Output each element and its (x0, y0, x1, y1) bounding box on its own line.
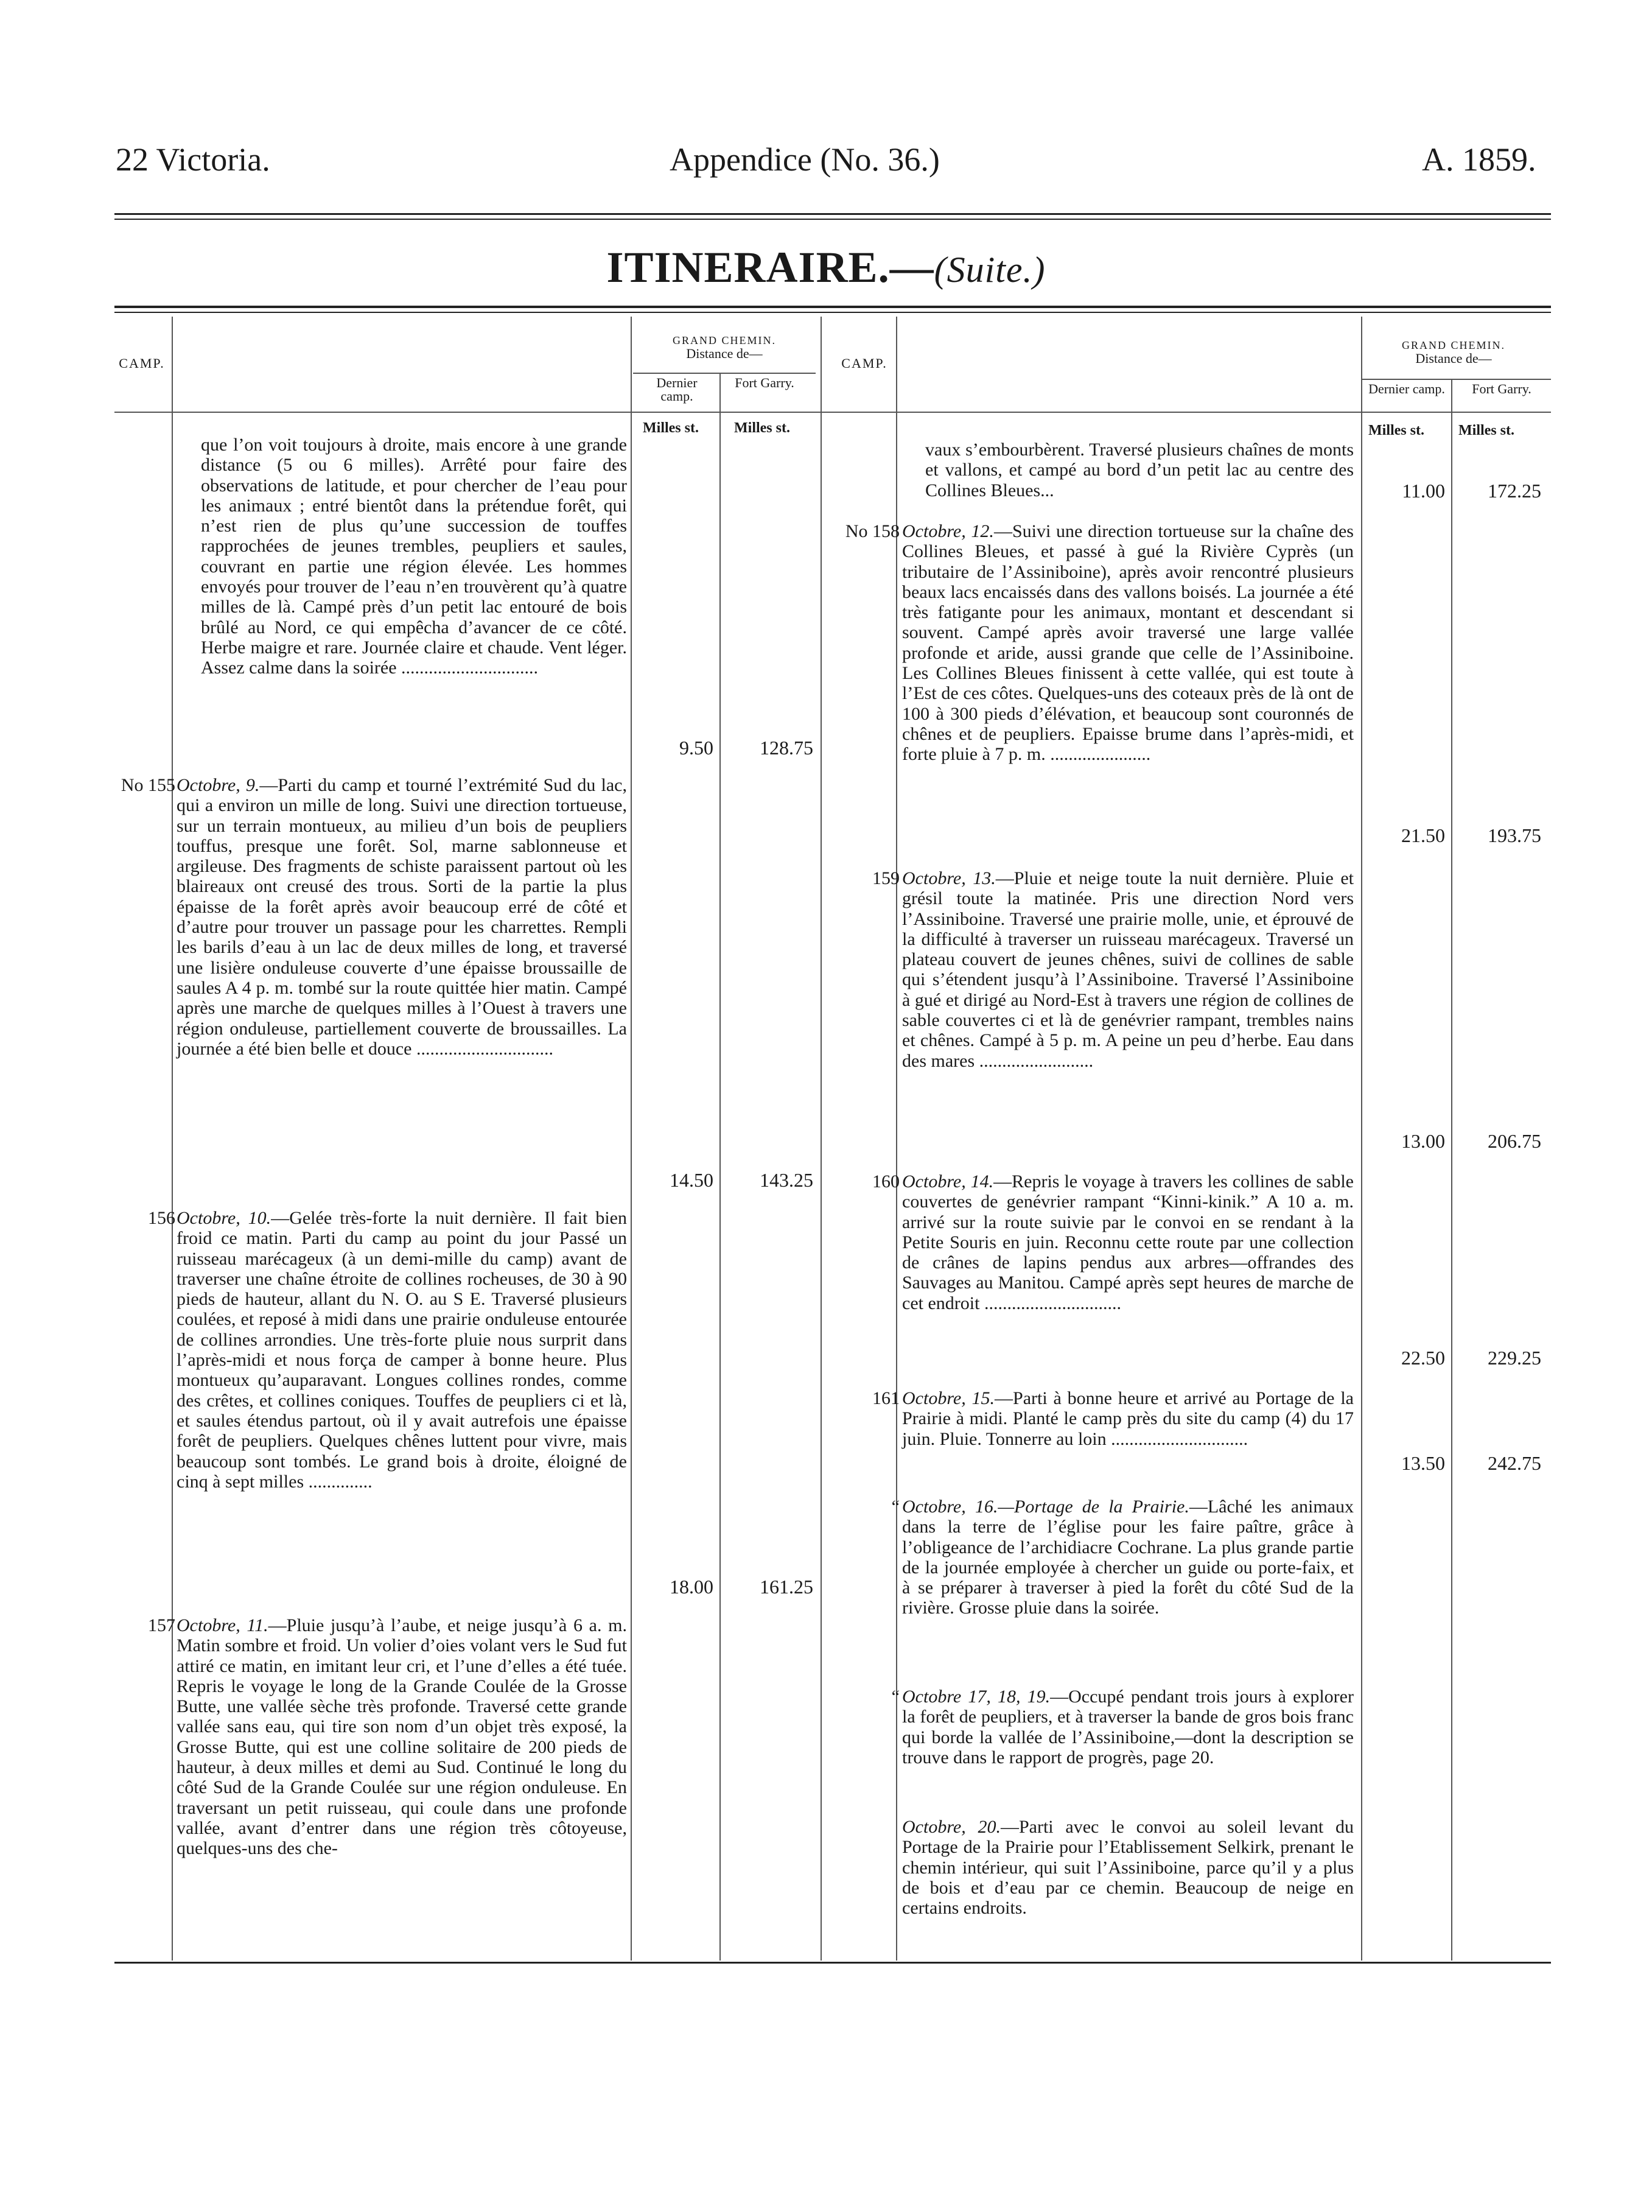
left-entry-3-camp: 157 (148, 1615, 175, 1635)
running-header-center: Appendice (No. 36.) (670, 141, 940, 178)
units-fort-right: Milles st. (1458, 423, 1514, 438)
col-header-subrule-left (633, 373, 816, 374)
right-entry-3-text: —Repris le voyage à travers les collines de sable couvertes de genévrier rampant “Kinni-kinik.” A 10 a. m. arrivé sur la route suivie par le convoi en se rendant à la Petite Souris en juin. Reconnu cette route par une collection de crânes de lapins pendus aux arbres—offrandes des Sauvages au Manitou. Campé après sept heures de marche de cet endroit .............................. (902, 1171, 1354, 1313)
left-entry-2-camp: 156 (148, 1208, 175, 1228)
col-rule-dernier-left (719, 373, 721, 1961)
right-entry-0-fort: 172.25 (1488, 480, 1541, 502)
column-header-rule (114, 412, 1551, 413)
header-rule-top (114, 213, 1551, 215)
right-entry-6-text: —Occupé pendant trois jours à explorer la forêt de peupliers, et à traverser la bande de gros bois franc qui borde la vallée de l’Assiniboine,—dont la description se trouve dans le rapport de progrès, page 20. (902, 1687, 1354, 1768)
right-entry-1-date: Octobre, 12. (902, 521, 994, 541)
right-entry-1-dernier: 21.50 (1401, 824, 1445, 846)
right-entry-5-text: —Lâché les animaux dans la terre de l’église pour les faire paître, grâce à l’obligeance de l’archidiacre Cochrane. La plus grande partie de la journée employée à chercher un guide ou porte-faix, et à se préparer à traverser à pied la forêt du côté Sud de la rivière. Grosse pluie dans la soirée. (902, 1497, 1354, 1618)
right-entry-4-text: —Parti à bonne heure et arrivé au Portage de la Prairie à midi. Planté le camp près du site du camp (4) du 17 juin. Pluie. Tonnerre au loin .............................. (902, 1388, 1354, 1449)
running-header-right: A. 1859. (1422, 141, 1536, 178)
right-entry-2-date: Octobre, 13. (902, 868, 996, 888)
right-entry-1 (902, 521, 1354, 765)
left-entry-0-dernier: 9.50 (679, 737, 713, 759)
col-header-grand-chemin-left: GRAND CHEMIN. (673, 334, 776, 346)
units-dernier-left: Milles st. (643, 420, 699, 436)
right-entry-2-camp: 159 (872, 868, 900, 888)
right-entry-2-fort: 206.75 (1488, 1130, 1541, 1152)
right-entry-3 (902, 1171, 1354, 1313)
right-entry-7-date: Octobre, 20. (902, 1817, 1001, 1837)
right-entry-0-dernier: 11.00 (1402, 480, 1445, 502)
col-header-distance-left: Distance de— (686, 346, 763, 361)
header-rule-bottom (114, 219, 1551, 220)
right-entry-6-camp: “ (891, 1687, 900, 1707)
units-fort-left: Milles st. (734, 420, 790, 436)
right-entry-6 (902, 1687, 1354, 1768)
right-entry-3-fort: 229.25 (1488, 1347, 1541, 1369)
right-entry-4 (902, 1388, 1354, 1449)
left-entry-1-text: —Parti du camp et tourné l’extrémité Sud du lac, qui a environ un mille de long. Suivi une direction tortueuse, sur un terrain montueux, au milieu d’un bois de peupliers touffus, presque une forêt. Sol, marne sablonneuse et argileuse. Des fragments de schiste paraissent partout où les blaireaux ont creusé des trous. Sorti de la partie la plus épaisse de la forêt après avoir beaucoup erré de côté et d’autre pour trouver un passage pour les charrettes. Rempli les barils d’eau à un lac de deux milles de long, et traversé une lisière onduleuse couverte d’une épaisse broussaille de saules A 4 p. m. tombé sur la route quittée hier matin. Campé après une marche de quelques milles à l’Ouest à travers une région onduleuse, partiellement couverte de broussailles. La journée a été bien belle et douce .............................. (177, 775, 627, 1059)
col-header-camp-left: CAMP. (119, 356, 165, 371)
left-entry-2-fort: 161.25 (760, 1576, 813, 1598)
page-title (0, 242, 1652, 293)
col-rule-fort-left (821, 317, 822, 1961)
table-rule-top (114, 306, 1551, 308)
right-entry-3-date: Octobre, 14. (902, 1171, 994, 1192)
left-entry-1 (177, 775, 627, 1059)
right-entry-3-camp: 160 (872, 1171, 900, 1192)
left-entry-1-date: Octobre, 9. (177, 775, 260, 795)
left-entry-0-fort: 128.75 (760, 737, 813, 759)
left-entry-2-date: Octobre, 10. (177, 1208, 271, 1228)
right-entry-6-date: Octobre 17, 18, 19. (902, 1687, 1051, 1707)
col-header-dernier-right: Dernier camp. (1368, 381, 1445, 396)
right-entry-2-text: —Pluie et neige toute la nuit dernière. Pluie et grésil toute la matinée. Pris une direction Nord vers l’Assiniboine. Traversé une prairie molle, unie, et éprouvé de la difficulté à traverser un ruisseau marécageux. Traversé un plateau couvert de jeunes chênes, suivi de collines de sable qui s’étendent jusqu’à l’Assiniboine. Traversé l’Assiniboine à gué et dirigé au Nord-Est à travers une région de collines de sable couvertes ci et là de genévrier rampant, trembles nains et chênes. Campé à 5 p. m. A peine un peu d’herbe. Eau dans des mares ......................... (902, 868, 1354, 1071)
col-header-fort-right: Fort Garry. (1472, 381, 1531, 396)
col-rule-camp-left (172, 317, 173, 1961)
right-entry-2 (902, 868, 1354, 1071)
right-entry-0-text: vaux s’embourbèrent. Traversé plusieurs chaînes de monts et vallons, et campé au bord d’un petit lac au centre des Collines Bleues... (925, 440, 1354, 500)
title-main: ITINERAIRE.— (606, 243, 934, 292)
left-entry-3-text: —Pluie jusqu’à l’aube, et neige jusqu’à 6 a. m. Matin sombre et froid. Un volier d’oies volant vers le Sud fut attiré ce matin, en imitant leur cri, et l’une d’elles a été tuée. Repris le voyage le long de la Grande Coulée de la Grosse Butte, une vallée sèche très profonde. Traversé cette grande vallée sans eau, qui tire son nom d’un objet très exposé, la Grosse Butte, qui est une colline solitaire de 200 pieds de hauteur, à deux milles et demi au Sud. Continué le long du côté Sud de la Grande Coulée sur une région onduleuse. En traversant un petit ruisseau, qui coule dans une profonde vallée, avant d’entrer dans une région très côtoyeuse, quelques-uns des che- (177, 1615, 627, 1859)
right-entry-4-dernier: 13.50 (1401, 1452, 1445, 1474)
right-entry-4-date: Octobre, 15. (902, 1388, 995, 1408)
table-rule-top-thin (114, 312, 1551, 313)
table-rule-bottom (114, 1962, 1551, 1964)
left-entry-3-date: Octobre, 11. (177, 1615, 268, 1635)
right-entry-5-camp: “ (891, 1497, 900, 1517)
units-dernier-right: Milles st. (1368, 423, 1424, 438)
title-suite: (Suite.) (934, 250, 1046, 290)
right-entry-5-date: Octobre, 16.—Portage de la Prairie. (902, 1497, 1189, 1517)
right-entry-2-dernier: 13.00 (1401, 1130, 1445, 1152)
col-header-subrule-right (1362, 379, 1551, 380)
col-rule-camp-right (896, 317, 897, 1961)
left-entry-2 (177, 1208, 627, 1492)
left-entry-1-fort: 143.25 (760, 1169, 813, 1191)
left-entry-1-camp: No 155 (121, 775, 175, 795)
right-entry-7 (902, 1817, 1354, 1918)
col-rule-dernier-right (1451, 379, 1452, 1961)
right-entry-1-text: —Suivi une direction tortueuse sur la chaîne des Collines Bleues, et passé à gué la Rivière Cyprès (un tributaire de l’Assiniboine), après avoir rencontré plusieurs beaux lacs encaissés dans des vallons boisés. La journée a été très fatigante pour les animaux, montant et descendant si souvent. Campé après avoir traversé une large vallée profonde et aride, aussi grande que celle de l’Assiniboine. Les Collines Bleues finissent à cette vallée, qui est toute à l’Est de ces côtes. Quelques-uns des coteaux près de là ont de 100 à 300 pieds d’élévation, et beaucoup sont couronnés de chênes et de peupliers. Epaisse brume dans l’après-midi, et forte pluie à 7 p. m. ...................... (902, 521, 1354, 765)
running-header-left: 22 Victoria. (116, 141, 270, 178)
left-entry-0-text: que l’on voit toujours à droite, mais encore à une grande distance (5 ou 6 milles). Arrêté pour faire des observations de latitude, et pour chercher de l’eau pour les animaux ; entré bientôt dans la prétendue forêt, qui n’est rien de plus qu’une succession de touffes rapprochées de jeunes trembles, peupliers et saules, couvrant en partie une région élevée. Les hommes envoyés pour trouver de l’eau n’en trouvèrent qu’à quatre milles de là. Campé près d’un petit lac entouré de bois brûlé au Nord, ce qui empêcha d’avancer de ce côté. Herbe maigre et rare. Journée claire et chaude. Vent léger. Assez calme dans la soirée .............................. (201, 435, 627, 678)
left-entry-2-text: —Gelée très-forte la nuit dernière. Il fait bien froid ce matin. Parti du camp au point du jour Passé un ruisseau marécageux (à un demi-mille du camp) avant de traverser une chaîne étroite de collines rocheuses, de 30 à 90 pieds de hauteur, allant du N. O. au S E. Traversé plusieurs coulées, et reposé à midi dans une prairie onduleuse entourée de collines arrondies. Une très-forte pluie nous surprit dans l’après-midi et nous força de camper à bonne heure. Plus montueux qu’auparavant. Longues collines rondes, comme des crêtes, et collines coniques. Touffes de peupliers ci et là, et saules étendus partout, où il y avait autrefois une épaisse forêt de peupliers. Quelques chênes luttent pour vivre, mais beaucoup sont tombés. Le grand bois à droite, éloigné de cinq à sept milles .............. (177, 1208, 627, 1492)
left-entry-2-dernier: 18.00 (670, 1576, 713, 1598)
right-entry-5 (902, 1497, 1354, 1618)
col-header-fort-left: Fort Garry. (735, 375, 794, 390)
right-entry-1-fort: 193.75 (1488, 824, 1541, 846)
left-entry-1-dernier: 14.50 (670, 1169, 713, 1191)
right-entry-3-dernier: 22.50 (1401, 1347, 1445, 1369)
right-entry-1-camp: No 158 (845, 521, 900, 541)
col-rule-text-right (1361, 317, 1362, 1961)
left-entry-3 (177, 1615, 627, 1859)
col-rule-text-left (631, 317, 632, 1961)
col-header-grand-chemin-right: GRAND CHEMIN. (1402, 339, 1505, 351)
right-entry-7-text: —Parti avec le convoi au soleil levant du Portage de la Prairie pour l’Etablissement Selkirk, prenant le chemin intérieur, qui suit l’Assiniboine, parce qu’il y a plus de bois et d’eau par ce chemin. Beaucoup de neige en certains endroits. (902, 1817, 1354, 1919)
col-header-distance-right: Distance de— (1415, 351, 1492, 366)
right-entry-4-fort: 242.75 (1488, 1452, 1541, 1474)
right-entry-4-camp: 161 (872, 1388, 900, 1408)
col-header-dernier-left: Dernier camp. (656, 375, 698, 404)
col-header-camp-right: CAMP. (841, 356, 887, 371)
